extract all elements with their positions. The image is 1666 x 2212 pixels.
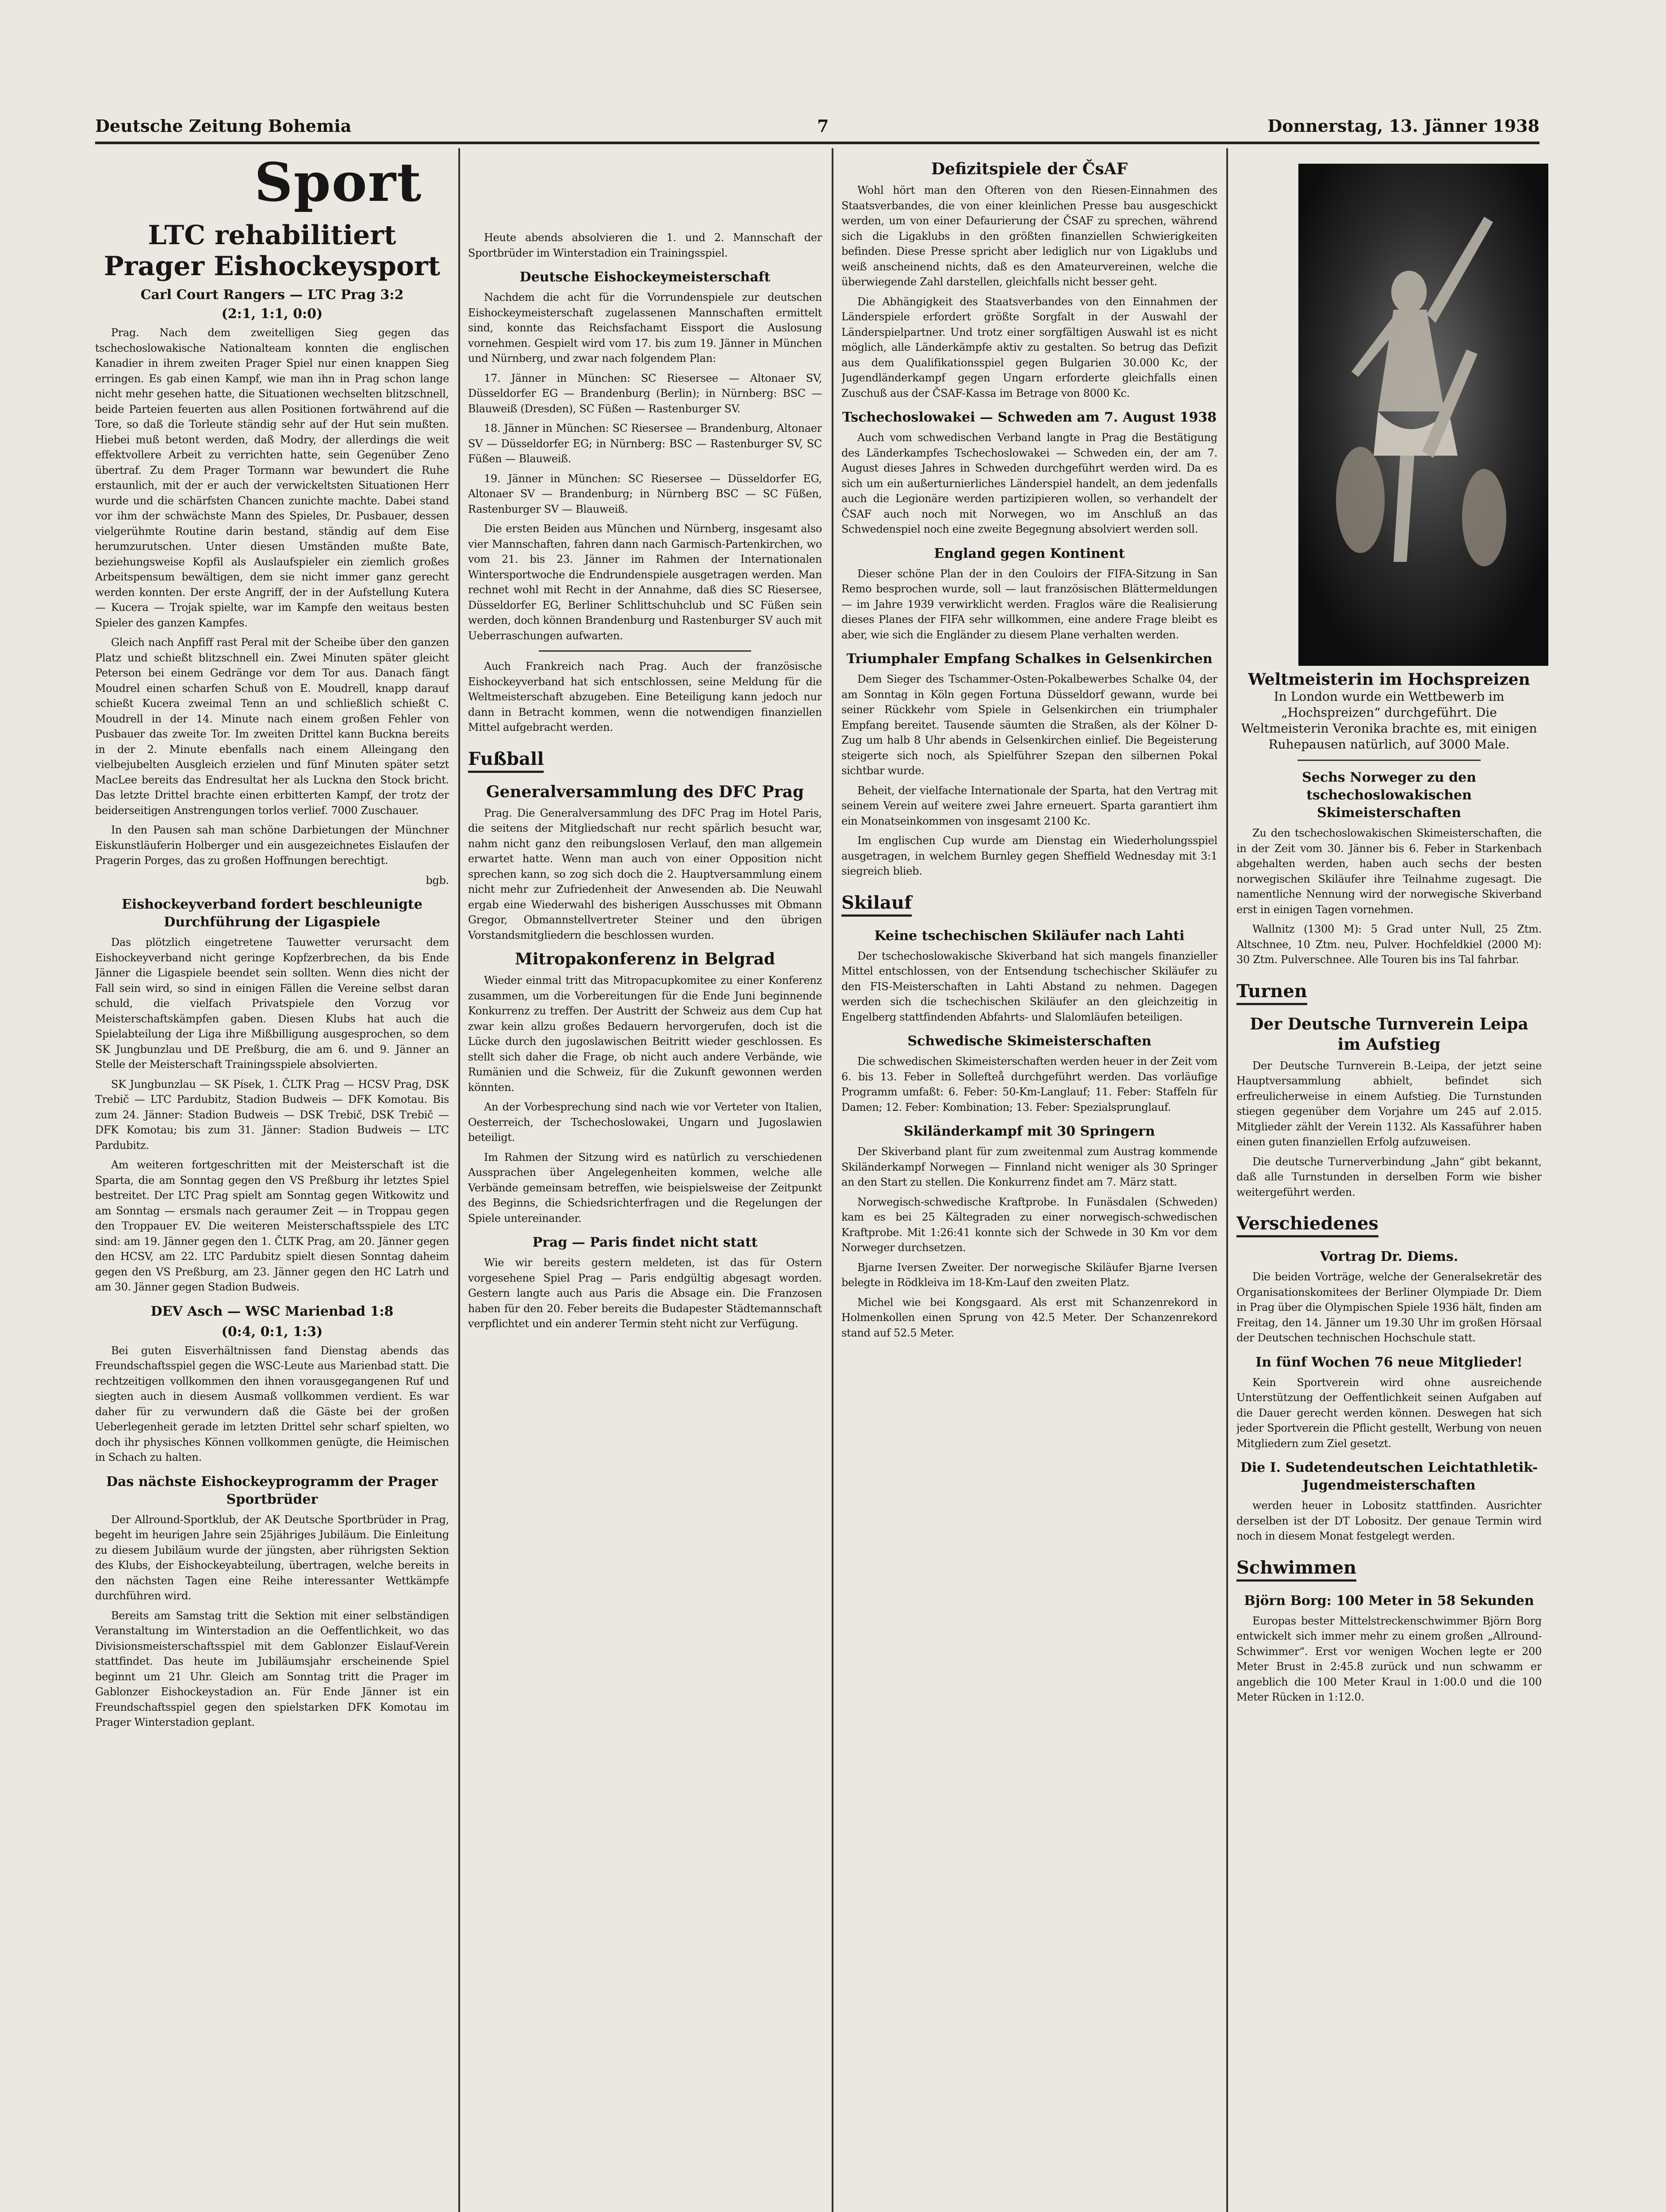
divider (539, 650, 751, 652)
article-paragraph: Auch vom schwedischen Verband langte in Prag die Bestätigung des Länderkampfes Tschechoslowakei — Schweden ein, der am 7. August dieses Jahres in Schweden durchgeführt werden wird. Da es sich um ein außerturnierliches Länderspiel handelt, an dem jedenfalls auch die Legionäre werden partizipieren wollen, so verhandelt der ČSAF auch noch mit Norwegen, wo im Anschluß an das Schwedenspiel noch eine zweite Begegnung absolviert werden soll. (841, 431, 1217, 535)
article-paragraph: Beheit, der vielfache Internationale der Sparta, hat den Vertrag mit seinem Verein auf weitere zwei Jahre erneuert. Sparta garantiert ihm ein Monatseinkommen von insgesamt 2100 Kc. (841, 784, 1217, 827)
article-paragraph: werden heuer in Lobositz stattfinden. Ausrichter derselben ist der DT Lobositz. Der genaue Termin wird noch in diesem Monat festgelegt werden. (1236, 1499, 1542, 1542)
article-paragraph: Die beiden Vorträge, welche der Generalsekretär des Organisationskomitees der Berliner Olympiade Dr. Diem in Prag über die Olympischen Spiele 1936 hält, finden am Freitag, den 14. Jänner um 19.30 Uhr im großen Hörsaal der Deutschen technischen Hochschule statt. (1236, 1271, 1542, 1344)
article-paragraph: Im englischen Cup wurde am Dienstag ein Wiederholungsspiel ausgetragen, in welchem Burnley gegen Sheffield Wednesday mit 3:1 siegreich blieb. (841, 834, 1217, 877)
headline-schweden: Tschechoslowakei — Schweden am 7. August 1938 (842, 410, 1217, 425)
article-paragraph: 19. Jänner in München: SC Riesersee — Düsseldorfer EG, Altonaer SV — Brandenburg; in Nürnberg BSC — SC Füßen, Rastenburger SV — Blauweiß. (468, 472, 822, 515)
page-header (95, 116, 1539, 138)
article-paragraph: Bereits am Samstag tritt die Sektion mit einer selbständigen Veranstaltung im Winterstadion an die Oeffentlichkeit, wo das Divisionsmeisterschaftsspiel mit dem Gablonzer Eislauf-Verein stattfindet. Das heute im Jubiläumsjahr erscheinende Spiel beginnt um 21 Uhr. Gleich am Sonntag tritt die Prager im Gablonzer Eishockeystadion an. Für Ende Jänner ist ein Freundschaftsspiel gegen den spielstarken DFK Komotau im Prager Winterstadion geplant. (95, 1609, 449, 1728)
newspaper-name: Deutsche Zeitung Bohemia (95, 116, 352, 136)
article-paragraph: Die deutsche Turnerverbindung „Jahn“ gibt bekannt, daß alle Turnstunden in derselben Form wie bisher weitergeführt werden. (1236, 1155, 1542, 1198)
rubric-skilauf: Skilauf (841, 891, 912, 917)
article-paragraph: Norwegisch-schwedische Kraftprobe. In Funäsdalen (Schweden) kam es bei 25 Kältegraden zu einer norwegisch-schwedischen Kraftprobe. Mit 1:26:41 konnte sich der Schwede in 30 Km vor dem Norweger durchsetzen. (841, 1195, 1217, 1254)
headline-verband: Eishockeyverband fordert beschleunigte Durchführung der Ligaspiele (122, 897, 422, 930)
headline-mitropa: Mitropakonferenz in Belgrad (514, 950, 775, 968)
article-paragraph: Prag. Nach dem zweitelligen Sieg gegen das tschechoslowakische Nationalteam konnten die englischen Kanadier in ihrem zweiten Prager Spiel nur einen knappen Sieg erringen. Es gab einen Kampf, wie man ihn in Prag schon lange nicht mehr gesehen hatte, die Situationen wechselten blitzschnell, beide Parteien feuerten aus allen Positionen fortwährend auf die Tore, so daß die Torleute ständig sehr auf der Hut sein mußten. Hiebei muß betont werden, daß Modry, der allerdings die weit effektvollere Arbeit zu verrichten hatte, sein Gegenüber Zeno übertraf. Zu dem Prager Tormann war bewundert die Ruhe erstaunlich, mit der er auch der verwickeltsten Situationen Herr wurde und die schärfsten Chancen zunichte machte. Dabei stand vor ihm der schwächste Mann des Spieles, Dr. Pusbauer, dessen vielgerühmte Routine darin bestand, ständig auf dem Eise herumzurutschen. Unter diesen Umständen mußte Bate, beziehungsweise Kopfil als Auslaufspieler ein ziemlich großes Arbeitspensum bewältigen, dem sie nicht immer ganz gerecht werden konnten. Der erste Angriff, der in der Aufstellung Kutera — Kucera — Trojak spielte, war im Kampfe den weitaus besten Spieler des ganzen Kampfes. (95, 326, 449, 629)
article-paragraph: Die schwedischen Skimeisterschaften werden heuer in der Zeit vom 6. bis 13. Feber in Sollefteå durchgeführt werden. Das vorläufige Programm umfaßt: 6. Feber: 50-Km-Langlauf; 11. Feber: Staffeln für Damen; 12. Feber: Kombination; 13. Feber: Spezialsprunglauf. (841, 1055, 1217, 1114)
article-paragraph: Am weiteren fortgeschritten mit der Meisterschaft ist die Sparta, die am Sonntag gegen den VS Preßburg ihr letztes Spiel bestreitet. Der LTC Prag spielt am Sonntag gegen Witkowitz und am Sonntag — ersmals nach geraumer Zeit — in Troppau gegen den Troppauer EV. Die weiteren Meisterschaftsspiele des LTC sind: am 19. Jänner gegen den 1. ČLTK Prag, am 20. Jänner gegen den HCSV, am 22. LTC Pardubitz spielt diesen Sonntag daheim gegen den VS Preßburg, am 23. Jänner gegen den HC Latrh und am 30. Jänner gegen Stadion Budweis. (95, 1159, 449, 1293)
headline-borg: Björn Borg: 100 Meter in 58 Sekunden (1244, 1593, 1534, 1609)
article-paragraph: Der tschechoslowakische Skiverband hat sich mangels finanzieller Mittel entschlossen, von der Entsendung tschechischer Skiläufer zu den FIS-Meisterschaften in Lahti Abstand zu nehmen. Dagegen werden sich die tschechischen Skiläufer an den gleichzeitig in Engelberg stattfindenden Abfahrts- und Slalomläufen beteiligen. (841, 949, 1217, 1023)
issue-date: Donnerstag, 13. Jänner 1938 (1267, 116, 1539, 136)
headline-turnverein: Der Deutsche Turnverein Leipa im Aufstieg (1250, 1014, 1528, 1054)
headline-ski-springer: Skiländerkampf mit 30 Springern (904, 1124, 1155, 1139)
column-rule-2 (832, 148, 833, 2212)
article-paragraph: Die Abhängigkeit des Staatsverbandes von den Einnahmen der Länderspiele erfordert größte Sorgfalt in der Auswahl der Länderspielpartner. Und trotz einer sorgfältigen Auswahl ist es nicht möglich, alle Länderkämpfe aktiv zu gestalten. So betrug das Defizit aus dem Qualifikationsspiel gegen Bulgarien 30.000 Kc, der Jugendländerkampf gegen Ungarn erforderte gleichfalls einen Zuschuß aus der ČSAF-Kassa im Betrage von 8000 Kc. (841, 295, 1217, 399)
headline-norweger: Sechs Norweger zu den tschechoslowakischen Skimeisterschaften (1302, 770, 1476, 821)
headline-mitglieder: In fünf Wochen 76 neue Mitglieder! (1255, 1354, 1523, 1370)
article-paragraph: Bei guten Eisverhältnissen fand Dienstag abends das Freundschaftsspiel gegen die WSC-Leute aus Marienbad statt. Die rechtzeitigen vollkommen den ihnen vorausgegangenen Ruf und siegten auch in diesem Ausmaß vollkommen verdient. Es war daher für zu verwundern daß die Gäste bei der großen Ueberlegenheit gerade im letzten Drittel sehr scharf spielten, wo doch ihr physisches Können vollkommen genügte, die Heimischen in Schach zu halten. (95, 1344, 449, 1463)
article-paragraph: Gleich nach Anpfiff rast Peral mit der Scheibe über den ganzen Platz und schießt blitzschnell ein. Zwei Minuten später gleicht Peterson bei einem Gedränge vor dem Tor aus. Danach fängt Moudrel einen scharfen Schuß von E. Moudrell, knapp darauf schießt Kucera zweimal Tenn an und schließlich schießt C. Moudrell in der 14. Minute nach einem großen Fehler von Pusbauer das zweite Tor. Im zweiten Drittel kann Buckna bereits in der 2. Minute ebenfalls nach einem Alleingang den vielbejubelten Ausgleich erzielen und fünf Minuten später setzt MacLee bereits das Endresultat her als Luckna den Stock bricht. Das letzte Drittel brachte einen erbitterten Kampf, der trotz der beiderseitigen Anstrengungen torlos verlief. 7000 Zuschauer. (95, 636, 449, 817)
article-paragraph: Michel wie bei Kongsgaard. Als erst mit Schanzenrekord in Holmenkollen einen Sprung von 42.5 Meter. Der Schanzenrekord stand auf 52.5 Meter. (841, 1296, 1217, 1339)
photo-caption-title: Weltmeisterin im Hochspreizen (1248, 670, 1530, 689)
article-paragraph: Der Skiverband plant für zum zweitenmal zum Austrag kommende Skiländerkampf Norwegen — Finnland nicht weniger als 30 Springer an den Start zu stellen. Die Konkurrenz findet am 7. März statt. (841, 1145, 1217, 1188)
author-signature: bgb. (426, 874, 449, 887)
headline-england: England gegen Kontinent (934, 545, 1125, 561)
headline-defizit: Defizitspiele der ČsAF (931, 160, 1128, 178)
rubric-fussball: Fußball (468, 748, 544, 773)
article-paragraph: In den Pausen sah man schöne Darbietungen der Münchner Eiskunstläuferin Holberger und ein ausgezeichnetes Eislaufen der Pragerin Porges, das zu großen Hoffnungen berechtigt. (95, 824, 449, 867)
headline-generalversammlung: Generalversammlung des DFC Prag (486, 782, 804, 801)
article-paragraph: Europas bester Mittelstreckenschwimmer Björn Borg entwickelt sich immer mehr zu einem großen „Allround-Schwimmer“. Erst vor wenigen Wochen legte er 200 Meter Brust in 2:45.8 zurück und nun schwamm er angeblich die 100 Meter Kraul in 1:00.0 und die 100 Meter Rücken in 1:12.0. (1236, 1614, 1542, 1703)
article-paragraph: Bjarne Iversen Zweiter. Der norwegische Skiläufer Bjarne Iversen belegte in Rödkleiva im 18-Km-Lauf den zweiten Platz. (841, 1261, 1217, 1289)
headline-schalke: Triumphaler Empfang Schalkes in Gelsenkirchen (846, 651, 1213, 667)
article-paragraph: Die ersten Beiden aus München und Nürnberg, insgesamt also vier Mannschaften, fahren dann nach Garmisch-Partenkirchen, wo vom 21. bis 23. Jänner im Rahmen der Internationalen Wintersportwoche die Endrundenspiele ausgetragen werden. Man rechnet wohl mit Recht in der Annahme, daß dies SC Riesersee, Düsseldorfer EG, Berliner Schlittschuhclub und SC Füßen sein werden, doch können Brandenburg und Rastenburger SV auch mit Ueberraschungen aufwarten. (468, 522, 822, 642)
article-paragraph: Das plötzlich eingetretene Tauwetter verursacht dem Eishockeyverband nicht geringe Kopfzerbrechen, da bis Ende Jänner die Ligaspiele beendet sein sollten. Wenn dies nicht der Fall sein wird, so sind in einigen Fällen die Vereine selbst daran schuld, die vielfach Privatspiele den Vorzug vor Meisterschaftskämpfen gaben. Diesen Klubs hat auch die Spielabteilung der Liga ihre Mißbilligung ausgesprochen, so dem SK Jungbunzlau und DE Preßburg, die am 6. und 9. Jänner an Stelle der Meisterschaft Trainingsspiele absolvierten. (95, 936, 449, 1071)
divider (1297, 760, 1481, 761)
column-1 (95, 148, 449, 2212)
photo-weltmeisterin (1298, 164, 1548, 666)
photo-caption: In London wurde ein Wettbewerb im „Hochspreizen“ durchgeführt. Die Weltmeisterin Veronika brachte es, mit einigen Ruhepausen natürlich, auf 3000 Male. (1241, 689, 1537, 752)
article-paragraph: Der Deutsche Turnverein B.-Leipa, der jetzt seine Hauptversammlung abhielt, befindet sich erfreulicherweise in einem Aufstieg. Die Turnstunden stiegen gegenüber dem Vorjahre um 245 auf 2.015. Mitglieder zählt der Verein 1132. Als Kassaführer haben einen guten finanziellen Erfolg aufzuweisen. (1236, 1059, 1542, 1148)
article-paragraph: 18. Jänner in München: SC Riesersee — Brandenburg, Altonaer SV — Düsseldorfer EG; in Nürnberg: BSC — Rastenburger SV, SC Füßen — Blauweiß. (468, 422, 822, 465)
headline-diem: Vortrag Dr. Diems. (1320, 1249, 1459, 1264)
rubric-schwimmen: Schwimmen (1236, 1556, 1356, 1582)
article-paragraph: Dieser schöne Plan der in den Couloirs der FIFA-Sitzung in San Remo besprochen wurde, soll — laut französischen Blättermeldungen — im Jahre 1939 verwirklicht werden. Fraglos wäre die Realisierung dieses Planes der FIFA sehr willkommen, eine andere Frage bleibt es aber, wie sich die Engländer zu diesem Plane verhalten werden. (841, 567, 1217, 641)
article-paragraph: Im Rahmen der Sitzung wird es natürlich zu verschiedenen Aussprachen über Angelegenheiten kommen, welche alle Verbände gemeinsam betreffen, wie beispielsweise der Zeitpunkt des Beginns, die Schiedsrichterfragen und die Regelungen der Spiele untereinander. (468, 1151, 822, 1225)
headline-leichtathletik: Die I. Sudetendeutschen Leichtathletik-Jugendmeisterschaften (1240, 1460, 1538, 1493)
headline-ltc: LTC rehabilitiert Prager Eishockeysport (104, 220, 441, 282)
article-paragraph: Dem Sieger des Tschammer-Osten-Pokalbewerbes Schalke 04, der am Sonntag in Köln gegen Fortuna Düsseldorf gewann, wurde bei seiner Rückkehr vom Spiele in Gelsenkirchen ein triumphaler Empfang bereitet. Tausende säumten die Straßen, als der Kölner D-Zug um halb 8 Uhr abends in Gelsenkirchen einlief. Die Begeisterung steigerte sich noch, als Spielführer Szepan den silbernen Pokal sichtbar wurde. (841, 673, 1217, 777)
article-paragraph: Der Allround-Sportklub, der AK Deutsche Sportbrüder in Prag, begeht im heurigen Jahre sein 25jähriges Jubiläum. Die Einleitung zu diesem Jubiläum wurde der jüngsten, aber rührigsten Sektion des Klubs, der Eishockeyabteilung, übertragen, welche bereits in den nächsten Tagen eine Reihe interessanter Wettkämpfe durchführen wird. (95, 1513, 449, 1602)
headline-schwedische-ski: Schwedische Skimeisterschaften (907, 1033, 1152, 1049)
header-rule (95, 142, 1539, 144)
column-3 (841, 153, 1217, 2212)
article-paragraph: SK Jungbunzlau — SK Písek, 1. ČLTK Prag — HCSV Prag, DSK Trebič — LTC Pardubitz, Stadion Budweis — DFK Komotau. Bis zum 24. Jänner: Stadion Budweis — DSK Trebič, DSK Trebič — DFK Komotau; bis zum 31. Jänner: Stadion Budweis — LTC Pardubitz. (95, 1078, 449, 1152)
headline-meisterschaft: Deutsche Eishockeymeisterschaft (519, 269, 771, 285)
match-result: Carl Court Rangers — LTC Prag 3:2 (140, 287, 404, 303)
article-paragraph: Prag. Die Generalversammlung des DFC Prag im Hotel Paris, die seitens der Mitgliedschaft nur recht spärlich besucht war, nahm nicht ganz den reibungslosen Verlauf, den man allgemein erwartet hatte. Wenn man auch von einer Opposition nicht sprechen kann, so zog sich doch die 2. Hauptversammlung einem nicht mehr zur Zufriedenheit der Anwesenden ab. Die Neuwahl ergab eine Wiederwahl des bisherigen Ausschusses mit Obmann Gregor, Obmannstellvertreter Steiner und den übrigen Vorstandsmitgliedern die beschlossen wurden. (468, 806, 822, 941)
article-paragraph: Wie wir bereits gestern meldeten, ist das für Ostern vorgesehene Spiel Prag — Paris endgültig abgesagt worden. Gestern langte auch aus Paris die Absage ein. Die Franzosen haben für den 20. Feber bereits die Budapester Städtemannschaft verpflichtet und ein anderer Termin steht nicht zur Verfügung. (468, 1256, 822, 1330)
page-number: 7 (817, 116, 829, 136)
article-paragraph: Kein Sportverein wird ohne ausreichende Unterstützung der Oeffentlichkeit seinen Aufgaben auf die Dauer gerecht werden können. Deswegen hat sich jeder Sportverein die Pflicht gestellt, Werbung von neuen Mitgliedern zum Ziel gesetzt. (1236, 1376, 1542, 1450)
article-paragraph: Wallnitz (1300 M): 5 Grad unter Null, 25 Ztm. Altschnee, 10 Ztm. neu, Pulver. Hochfeldkiel (2000 M): 30 Ztm. Pulverschnee. Alle Touren bis ins Tal fahrbar. (1236, 923, 1542, 966)
period-scores: (2:1, 1:1, 0:0) (221, 306, 323, 322)
rubric-verschiedenes: Verschiedenes (1236, 1212, 1378, 1237)
column-4 (1236, 670, 1542, 2212)
article-paragraph: Wohl hört man den Ofteren von den Riesen-Einnahmen des Staatsverbandes, die von einer kleinlichen Presse bau ausgeschickt werden, um von einer Defaurierung der ČSAF zu sprechen, während sich die Ligaklubs in den größten finanziellen Schwierigkeiten befinden. Diese Presse spricht aber lediglich nur von Ligaklubs und weiß anscheinend nichts, daß es den Amateurvereinen, welche die überwiegende Zahl darstellen, gleichfalls nicht besser geht. (841, 184, 1217, 288)
column-rule-1 (458, 148, 460, 2212)
section-title-sport: Sport (254, 151, 422, 214)
column-2 (468, 230, 822, 2212)
article-paragraph: Wieder einmal tritt das Mitropacupkomitee zu einer Konferenz zusammen, um die Vorbereitungen für die Ende Juni beginnende Konkurrenz zu treffen. Der Austritt der Schweiz aus dem Cup hat zwar kein allzu großes Bedauern hervorgerufen, doch ist die Lücke durch den jugoslawischen Beitritt wieder geschlossen. Es stellt sich daher die Frage, ob nicht auch andere Verbände, wie Rumänien und die Schweiz, für die Zukunft gewonnen werden könnten. (468, 974, 822, 1094)
headline-program: Das nächste Eishockeyprogramm der Prager Sportbrüder (106, 1474, 438, 1507)
dancer-photo-image (1298, 164, 1548, 666)
headline-dev-asch: DEV Asch — WSC Marienbad 1:8 (150, 1303, 394, 1319)
article-paragraph: Auch Frankreich nach Prag. Auch der französische Eishockeyverband hat sich entschlossen, seine Meldung für die Weltmeisterschaft abzugeben. Eine Beteiligung kann jedoch nur dann in Betracht kommen, wenn die notwendigen finanziellen Mittel aufgebracht werden. (468, 660, 822, 733)
rubric-turnen: Turnen (1236, 980, 1307, 1005)
dev-period-scores: (0:4, 0:1, 1:3) (221, 1324, 323, 1340)
headline-ski-lahti: Keine tschechischen Skiläufer nach Lahti (874, 928, 1185, 944)
column-rule-3 (1226, 148, 1228, 2212)
article-paragraph: Heute abends absolvieren die 1. und 2. Mannschaft der Sportbrüder im Winterstadion ein Trainingsspiel. (468, 231, 822, 259)
article-paragraph: An der Vorbesprechung sind nach wie vor Verteter von Italien, Oesterreich, der Tschechoslowakei, Ungarn und Jugoslawien beteiligt. (468, 1101, 822, 1144)
article-paragraph: Nachdem die acht für die Vorrundenspiele zur deutschen Eishockeymeisterschaft zugelassenen Mannschaften ermittelt sind, konnte das Reichsfachamt Eissport die Auslosung vornehmen. Gespielt wird vom 17. bis zum 19. Jänner in München und Nürnberg, und zwar nach folgendem Plan: (468, 291, 822, 365)
article-paragraph: 17. Jänner in München: SC Riesersee — Altonaer SV, Düsseldorfer EG — Brandenburg (Berlin); in Nürnberg: BSC — Blauweiß (Dresden), SC Füßen — Rastenburger SV. (468, 372, 822, 415)
article-paragraph: Zu den tschechoslowakischen Skimeisterschaften, die in der Zeit vom 30. Jänner bis 6. Feber in Starkenbach abgehalten werden, haben auch sechs der besten norwegischen Skiläufer ihre Teilnahme zugesagt. Die namentliche Nennung wird der norwegische Skiverband erst in einigen Tagen vornehmen. (1236, 827, 1542, 916)
headline-prag-paris: Prag — Paris findet nicht statt (532, 1235, 758, 1250)
